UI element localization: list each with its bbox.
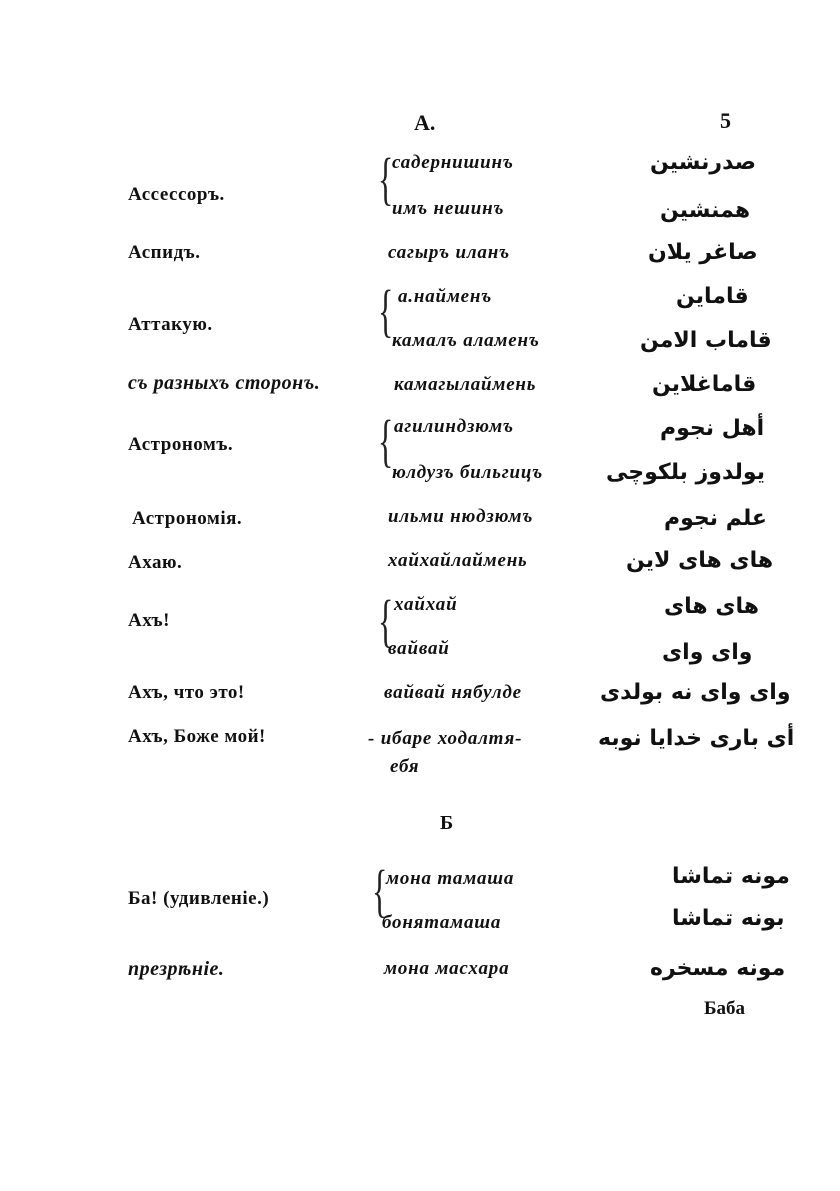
entry-arabic: همنشین [660, 198, 751, 223]
entry-transliteration: ильми нюдзюмъ [388, 506, 534, 527]
entry-transliteration: садернишинъ [392, 152, 514, 173]
entry-arabic: های های [664, 594, 760, 619]
entry-arabic: قاماب الامن [640, 328, 772, 353]
entry-transliteration: камагылаймень [394, 374, 537, 395]
entry-russian: съ разныхъ сторонъ. [128, 372, 321, 394]
entry-transliteration: хайхайлаймень [388, 550, 528, 571]
brace: { [378, 588, 394, 653]
entry-russian: презрѣніе. [128, 958, 225, 980]
entry-arabic: وای وای [662, 640, 753, 665]
entry-arabic: قاماغلاین [652, 372, 757, 397]
entry-arabic: یولدوز بلکوچی [606, 460, 765, 485]
entry-russian: Ахъ! [128, 610, 170, 631]
entry-transliteration: - ибаре ходалтя- [368, 728, 523, 749]
entry-arabic: قاماین [676, 284, 749, 309]
entry-transliteration: сагыръ иланъ [388, 242, 510, 263]
entry-transliteration: бонятамаша [382, 912, 502, 933]
brace: { [378, 408, 394, 473]
entry-russian: Ахъ, Боже мой! [128, 726, 266, 747]
entry-russian: Ба! (удивленіе.) [128, 888, 270, 909]
brace: { [378, 278, 394, 343]
entry-arabic: علم نجوم [664, 506, 767, 531]
entry-transliteration: имъ нешинъ [392, 198, 505, 219]
entry-russian: Астрономъ. [128, 434, 234, 455]
entry-russian: Астрономія. [132, 508, 243, 529]
brace: { [378, 146, 394, 211]
entry-transliteration: ебя [390, 756, 420, 777]
entry-transliteration: агилиндзюмъ [394, 416, 514, 437]
entry-russian: Аттакую. [128, 314, 213, 335]
entry-transliteration: вайвай нябулде [384, 682, 522, 703]
entry-arabic: أی باری خدایا نوبه [598, 726, 795, 751]
entry-arabic: مونه تماشا [672, 864, 790, 889]
entry-arabic: صدرنشین [650, 150, 757, 175]
entry-transliteration: мона тамаша [386, 868, 515, 889]
page-number: 5 [720, 108, 731, 133]
entry-arabic: أهل نجوم [660, 416, 765, 441]
entry-arabic: مونه مسخره [650, 956, 786, 981]
entry-arabic: وای وای نه بولدی [600, 680, 791, 705]
entry-russian: Ассессоръ. [128, 184, 225, 205]
entry-arabic: صاغر یلان [648, 240, 758, 265]
transliteration-text: ибаре ходалтя- [380, 728, 523, 749]
entry-russian: Ахаю. [128, 552, 183, 573]
section-heading: Б [440, 812, 454, 834]
entry-russian: Аспидъ. [128, 242, 201, 263]
entry-arabic: های های لاین [626, 548, 774, 573]
entry-arabic: بونه تماشا [672, 906, 785, 931]
brace: { [372, 858, 388, 923]
entry-russian: Ахъ, что это! [128, 682, 245, 703]
section-heading: А. [414, 110, 436, 135]
entry-transliteration: мона масхара [384, 958, 510, 979]
entry-transliteration: юлдузъ бильгицъ [392, 462, 544, 483]
entry-transliteration: камалъ аламенъ [392, 330, 540, 351]
entry-transliteration: хайхай [394, 594, 458, 615]
catchword: Баба [704, 998, 746, 1019]
entry-transliteration: вайвай [388, 638, 450, 659]
entry-transliteration: а.найменъ [398, 286, 493, 307]
